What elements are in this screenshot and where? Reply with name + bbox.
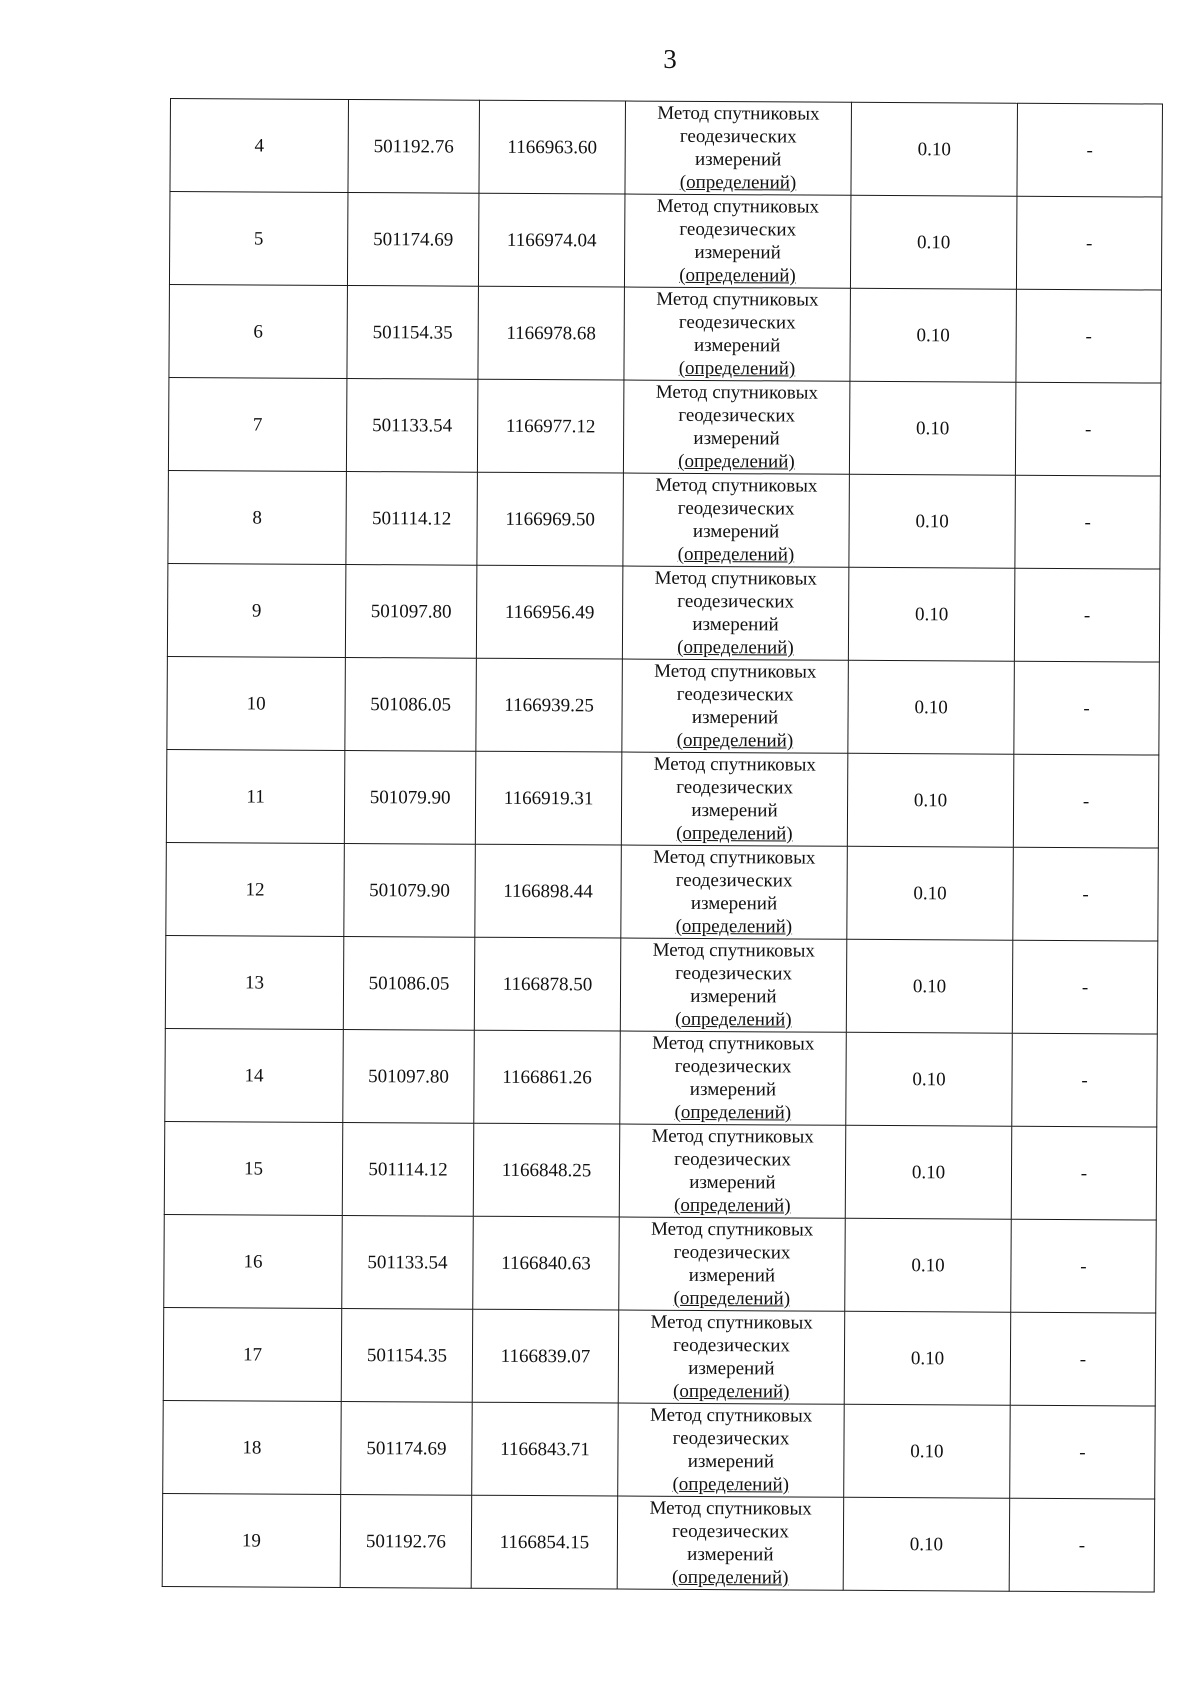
method-cell (621, 752, 848, 846)
x-coordinate-cell: 501133.54 (342, 1215, 474, 1309)
method-cell (618, 1403, 845, 1497)
y-coordinate-cell: 1166974.04 (478, 193, 625, 287)
y-coordinate-cell: 1166919.31 (475, 751, 622, 845)
method-text-line: измерений (694, 148, 782, 171)
accuracy-cell: 0.10 (844, 1311, 1011, 1405)
method-text-line: (определений) (676, 729, 794, 752)
method-text-line: геодезических (677, 590, 795, 613)
y-coordinate-cell: 1166977.12 (477, 379, 624, 473)
y-coordinate-cell: 1166898.44 (475, 844, 622, 938)
accuracy-cell: 0.10 (849, 381, 1016, 475)
method-text-line: измерений (687, 1450, 775, 1473)
method-text-line: Метод спутниковых (654, 567, 818, 590)
method-text-line: измерений (688, 1357, 775, 1380)
method-cell (625, 101, 852, 195)
method-text-line: (определений) (674, 1101, 792, 1124)
method-text-line: измерений (689, 1078, 777, 1101)
table-row (168, 377, 1161, 476)
method-text-line: Метод спутниковых (649, 1404, 813, 1427)
point-number-cell: 19 (162, 1493, 341, 1587)
point-number-cell: 8 (168, 470, 347, 564)
x-coordinate-cell: 501114.12 (342, 1122, 474, 1216)
method-text-line: (определений) (675, 1008, 792, 1031)
method-cell (619, 1124, 846, 1218)
table-row (166, 749, 1159, 848)
method-text-line: геодезических (677, 497, 795, 520)
point-number-cell: 11 (166, 749, 345, 843)
method-text-line: измерений (692, 613, 779, 636)
method-text-line: геодезических (676, 776, 794, 799)
y-coordinate-cell: 1166978.68 (478, 286, 625, 380)
method-text-line: Метод спутниковых (652, 939, 815, 962)
method-text-line: Метод спутниковых (649, 1497, 812, 1520)
y-coordinate-cell: 1166956.49 (476, 565, 623, 659)
method-text-line: Метод спутниковых (651, 1125, 814, 1148)
accuracy-cell: 0.10 (848, 567, 1015, 661)
method-text-line: измерений (688, 1264, 776, 1287)
method-text-line: измерений (692, 520, 780, 543)
point-number-cell: 4 (170, 99, 349, 193)
accuracy-cell: 0.10 (846, 1032, 1013, 1126)
method-text-line: Метод спутниковых (653, 846, 816, 869)
method-text-line: измерений (691, 706, 779, 729)
accuracy-cell: 0.10 (850, 195, 1017, 289)
table-row (168, 470, 1161, 569)
table-row (167, 656, 1160, 755)
note-cell: - (1013, 847, 1159, 941)
method-cell (617, 1496, 844, 1590)
x-coordinate-cell: 501079.90 (344, 750, 476, 844)
method-text-line: (определений) (677, 636, 794, 659)
accuracy-cell: 0.10 (848, 660, 1015, 754)
table-row (162, 1493, 1155, 1592)
method-text-line: (определений) (679, 264, 796, 287)
method-text-line: (определений) (672, 1380, 790, 1403)
method-text-line: геодезических (676, 683, 794, 706)
point-number-cell: 12 (166, 842, 345, 936)
accuracy-cell: 0.10 (850, 288, 1017, 382)
method-cell (620, 938, 847, 1032)
accuracy-cell: 0.10 (844, 1404, 1011, 1498)
method-text-line: (определений) (679, 171, 797, 194)
y-coordinate-cell: 1166963.60 (479, 100, 626, 194)
method-text-line: (определений) (678, 357, 796, 380)
method-text-line: Метод спутниковых (657, 102, 820, 125)
note-cell: - (1012, 940, 1158, 1034)
y-coordinate-cell: 1166848.25 (473, 1123, 620, 1217)
method-text-line: измерений (687, 1543, 774, 1566)
method-text-line: Метод спутниковых (653, 753, 816, 776)
x-coordinate-cell: 501097.80 (343, 1029, 475, 1123)
method-text-line: (определений) (672, 1473, 790, 1496)
method-text-line: геодезических (673, 1241, 791, 1264)
method-text-line: Метод спутниковых (652, 1032, 815, 1055)
method-text-line: Метод спутниковых (656, 288, 819, 311)
note-cell: - (1013, 754, 1159, 848)
y-coordinate-cell: 1166939.25 (476, 658, 623, 752)
method-text-line: (определений) (678, 450, 795, 473)
method-cell (623, 380, 850, 474)
method-cell (624, 287, 851, 381)
method-text-line: геодезических (672, 1520, 789, 1543)
point-number-cell: 13 (165, 935, 344, 1029)
table-row (163, 1307, 1156, 1406)
method-text-line: геодезических (675, 962, 793, 985)
x-coordinate-cell: 501154.35 (341, 1308, 473, 1402)
point-number-cell: 7 (168, 377, 347, 471)
point-number-cell: 18 (163, 1400, 342, 1494)
method-text-line: (определений) (673, 1287, 791, 1310)
table-row (163, 1400, 1156, 1499)
y-coordinate-cell: 1166840.63 (473, 1216, 620, 1310)
note-cell: - (1015, 382, 1161, 476)
method-text-line: геодезических (678, 404, 796, 427)
method-cell (624, 194, 851, 288)
method-cell (623, 473, 850, 567)
y-coordinate-cell: 1166878.50 (474, 937, 621, 1031)
method-text-line: измерений (691, 799, 778, 822)
accuracy-cell: 0.10 (847, 846, 1014, 940)
accuracy-cell: 0.10 (847, 753, 1014, 847)
x-coordinate-cell: 501154.35 (347, 285, 479, 379)
coordinates-table-wrapper (162, 98, 1156, 1592)
method-text-line: геодезических (679, 125, 797, 148)
y-coordinate-cell: 1166843.71 (472, 1402, 619, 1496)
method-text-line: Метод спутниковых (650, 1311, 813, 1334)
coordinates-table (162, 98, 1163, 1593)
accuracy-cell: 0.10 (845, 1125, 1012, 1219)
point-number-cell: 17 (163, 1307, 342, 1401)
method-text-line: (определений) (673, 1194, 791, 1217)
accuracy-cell: 0.10 (843, 1497, 1010, 1591)
note-cell: - (1009, 1498, 1155, 1592)
table-row (165, 1028, 1158, 1127)
method-text-line: (определений) (671, 1566, 789, 1589)
table-row (164, 1214, 1157, 1313)
y-coordinate-cell: 1166969.50 (477, 472, 624, 566)
point-number-cell: 6 (169, 284, 348, 378)
table-row (169, 284, 1162, 383)
method-text-line: измерений (690, 892, 778, 915)
table-row (165, 935, 1158, 1034)
accuracy-cell: 0.10 (845, 1218, 1012, 1312)
method-cell (620, 1031, 847, 1125)
x-coordinate-cell: 501133.54 (346, 378, 478, 472)
accuracy-cell: 0.10 (851, 102, 1018, 196)
x-coordinate-cell: 501114.12 (346, 471, 478, 565)
method-cell (618, 1310, 845, 1404)
method-text-line: Метод спутниковых (655, 474, 818, 497)
x-coordinate-cell: 501192.76 (340, 1494, 472, 1588)
x-coordinate-cell: 501174.69 (347, 192, 479, 286)
x-coordinate-cell: 501079.90 (344, 843, 476, 937)
accuracy-cell: 0.10 (846, 939, 1013, 1033)
note-cell: - (1014, 568, 1160, 662)
page-number: 3 (663, 44, 677, 74)
method-text-line: геодезических (679, 218, 797, 241)
point-number-cell: 10 (167, 656, 346, 750)
method-text-line: Метод спутниковых (656, 195, 820, 218)
point-number-cell: 16 (164, 1214, 343, 1308)
point-number-cell: 15 (164, 1121, 343, 1215)
table-row (164, 1121, 1157, 1220)
method-cell (622, 659, 849, 753)
method-text-line: геодезических (674, 1148, 791, 1171)
method-text-line: измерений (693, 334, 781, 357)
accuracy-cell: 0.10 (849, 474, 1016, 568)
table-row (169, 192, 1162, 291)
method-text-line: (определений) (676, 822, 793, 845)
note-cell: - (1016, 289, 1162, 383)
point-number-cell: 5 (169, 192, 348, 286)
note-cell: - (1011, 1126, 1157, 1220)
method-text-line: геодезических (672, 1427, 790, 1450)
note-cell: - (1017, 103, 1163, 197)
method-text-line: Метод спутниковых (655, 381, 819, 404)
x-coordinate-cell: 501174.69 (341, 1401, 473, 1495)
method-text-line: измерений (689, 1171, 776, 1194)
note-cell: - (1010, 1312, 1156, 1406)
coordinates-table-body (162, 99, 1162, 1593)
method-text-line: измерений (693, 427, 780, 450)
x-coordinate-cell: 501192.76 (348, 99, 480, 193)
table-row (170, 99, 1163, 198)
method-cell (621, 845, 848, 939)
y-coordinate-cell: 1166839.07 (472, 1309, 619, 1403)
method-text-line: Метод спутниковых (651, 1218, 814, 1241)
y-coordinate-cell: 1166861.26 (474, 1030, 621, 1124)
method-cell (619, 1217, 846, 1311)
x-coordinate-cell: 501086.05 (345, 657, 477, 751)
point-number-cell: 9 (167, 563, 346, 657)
method-text-line: Метод спутниковых (654, 660, 817, 683)
method-text-line: геодезических (674, 1055, 792, 1078)
method-text-line: геодезических (675, 869, 793, 892)
note-cell: - (1015, 475, 1161, 569)
method-text-line: геодезических (673, 1334, 790, 1357)
method-text-line: измерений (690, 985, 777, 1008)
method-text-line: (определений) (677, 543, 795, 566)
note-cell: - (1014, 661, 1160, 755)
method-text-line: измерений (694, 241, 781, 264)
method-text-line: (определений) (675, 915, 793, 938)
method-text-line: геодезических (678, 311, 796, 334)
x-coordinate-cell: 501086.05 (343, 936, 475, 1030)
table-row (167, 563, 1160, 662)
note-cell: - (1016, 196, 1162, 290)
note-cell: - (1010, 1405, 1156, 1499)
note-cell: - (1011, 1219, 1157, 1313)
note-cell: - (1012, 1033, 1158, 1127)
y-coordinate-cell: 1166854.15 (471, 1495, 618, 1589)
x-coordinate-cell: 501097.80 (345, 564, 477, 658)
point-number-cell: 14 (165, 1028, 344, 1122)
table-row (166, 842, 1159, 941)
method-cell (622, 566, 849, 660)
